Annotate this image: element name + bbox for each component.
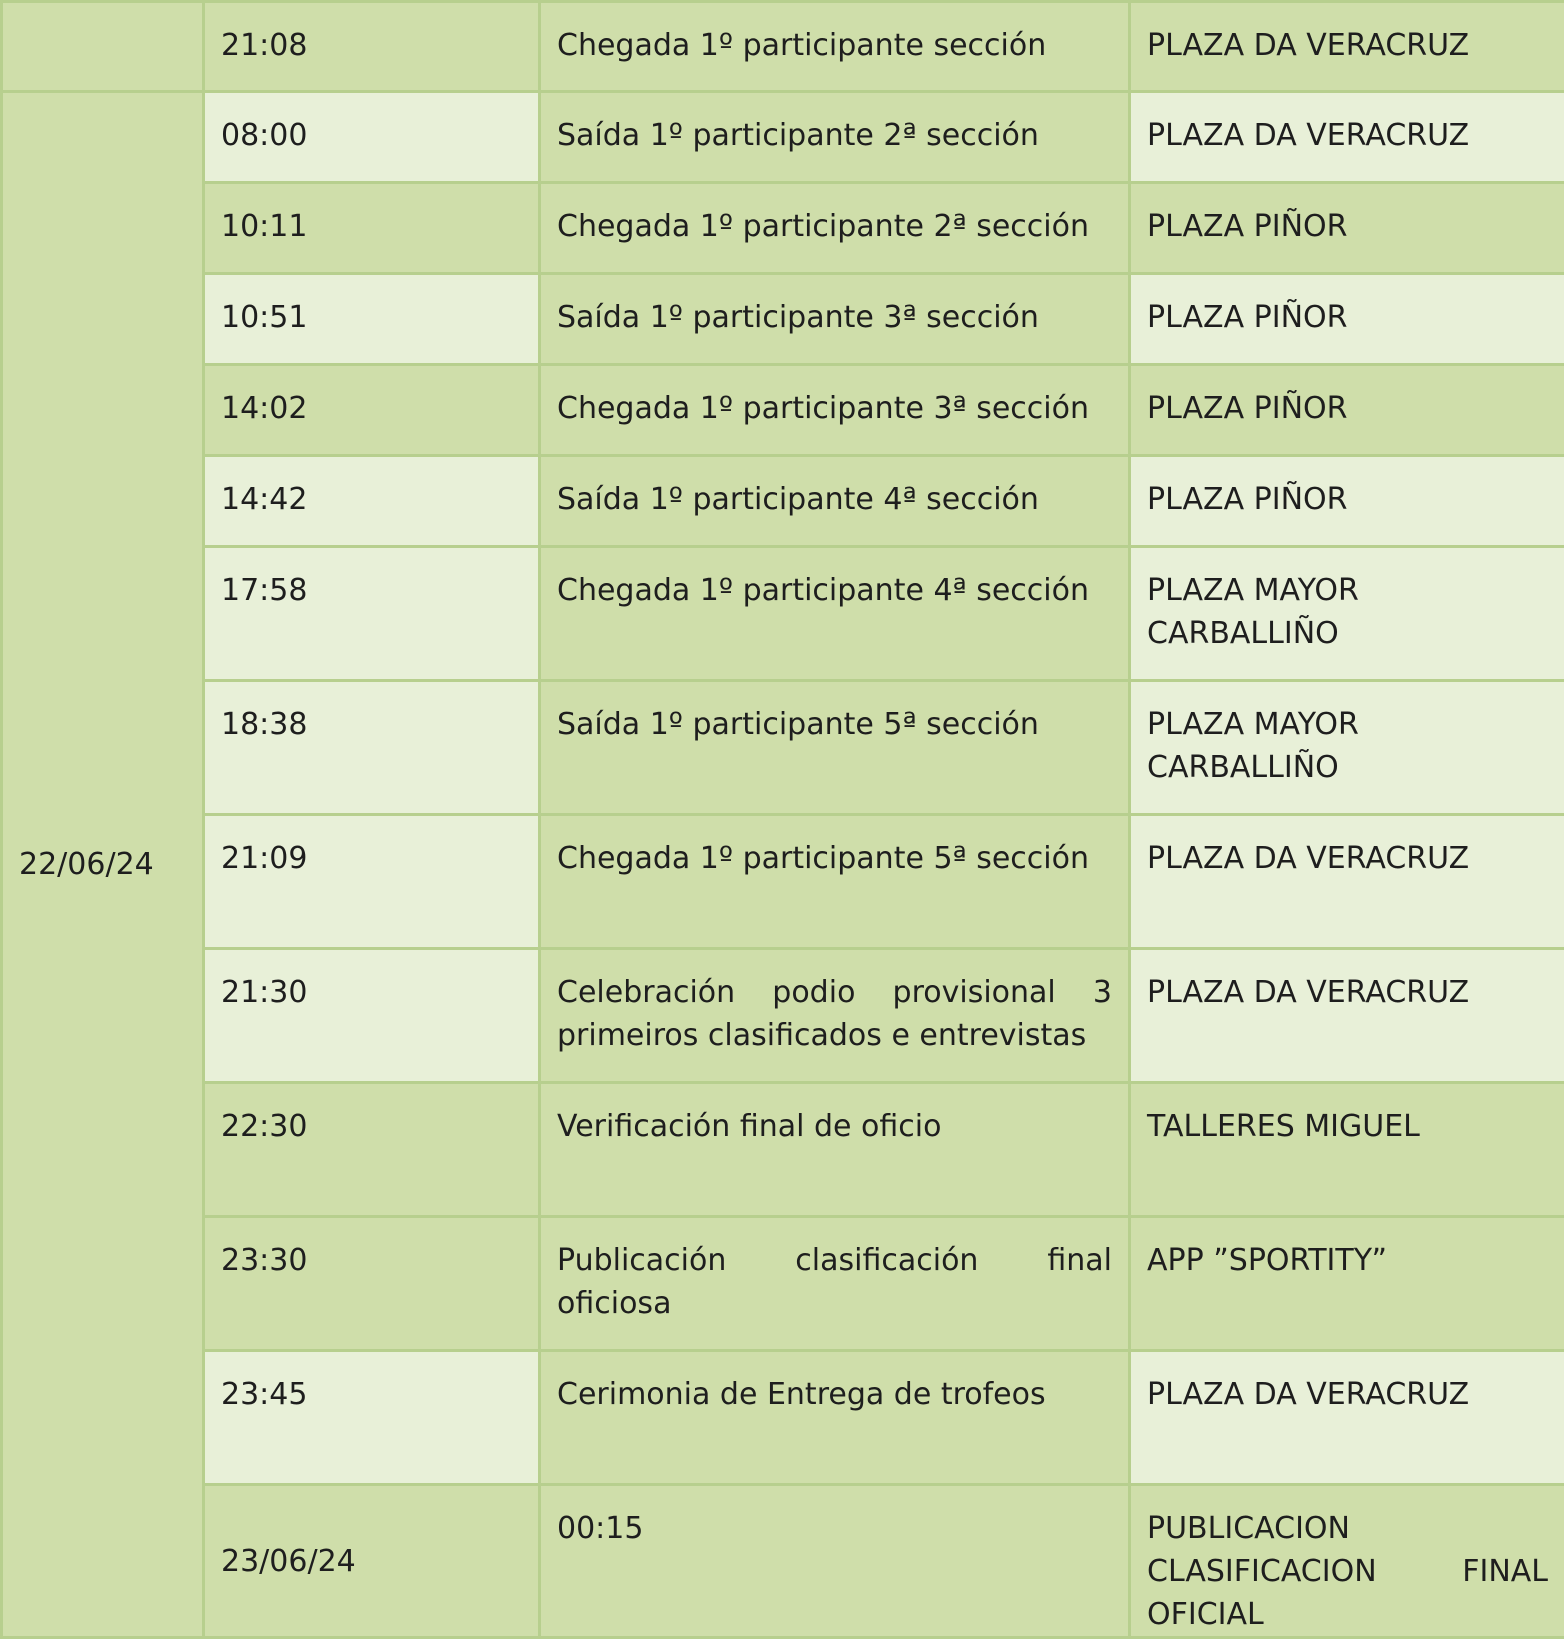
activity-cell: Chegada 1º participante 3ª sección [540, 365, 1130, 456]
date-cell [2, 2, 204, 92]
time-cell: 21:09 [204, 815, 540, 949]
place-cell: PLAZA PIÑOR [1130, 183, 1564, 274]
place-cell: TALLERES MIGUEL [1130, 1083, 1564, 1217]
place-cell: PLAZA DA VERACRUZ [1130, 92, 1564, 183]
table-row [2, 815, 1564, 949]
time-cell: 10:11 [204, 183, 540, 274]
place-cell: PLAZA DA VERACRUZ [1130, 815, 1564, 949]
activity-cell: Saída 1º participante 3ª sección [540, 274, 1130, 365]
place-cell: PLAZA DA VERACRUZ [1130, 2, 1564, 92]
place-cell: PLAZA MAYOR CARBALLIÑO [1130, 547, 1564, 681]
time-cell: 22:30 [204, 1083, 540, 1217]
activity-cell: PUBLICACION CLASIFICACION FINAL OFICIAL [1130, 1485, 1564, 1638]
table-row [2, 681, 1564, 815]
activity-cell: Chegada 1º participante 4ª sección [540, 547, 1130, 681]
time-cell: 23:30 [204, 1217, 540, 1351]
place-cell: PLAZA DA VERACRUZ [1130, 949, 1564, 1083]
place-cell: PLAZA DA VERACRUZ [1130, 1351, 1564, 1485]
activity-cell: Publicación clasificación final oficiosa [540, 1217, 1130, 1351]
place-cell: PLAZA MAYOR CARBALLIÑO [1130, 681, 1564, 815]
table-row [2, 92, 1564, 183]
time-cell: 14:42 [204, 456, 540, 547]
time-cell: 17:58 [204, 547, 540, 681]
place-cell: PLAZA PIÑOR [1130, 365, 1564, 456]
table-row [2, 949, 1564, 1083]
table-row [2, 2, 1564, 92]
time-cell: 23:45 [204, 1351, 540, 1485]
activity-cell: Celebración podio provisional 3 primeiros clasificados e entrevistas [540, 949, 1130, 1083]
activity-cell: Chegada 1º participante 5ª sección [540, 815, 1130, 949]
place-cell: PLAZA PIÑOR [1130, 456, 1564, 547]
activity-cell: Cerimonia de Entrega de trofeos [540, 1351, 1130, 1485]
table-row [2, 547, 1564, 681]
activity-cell: Chegada 1º participante 2ª sección [540, 183, 1130, 274]
table-row [2, 365, 1564, 456]
table-row [2, 1485, 1564, 1638]
activity-cell: Chegada 1º participante sección [540, 2, 1130, 92]
activity-cell: Verificación final de oficio [540, 1083, 1130, 1217]
table-row [2, 274, 1564, 365]
table-row [2, 1217, 1564, 1351]
place-cell: PLAZA PIÑOR [1130, 274, 1564, 365]
activity-cell: Saída 1º participante 2ª sección [540, 92, 1130, 183]
table-row [2, 183, 1564, 274]
table-row [2, 1083, 1564, 1217]
time-cell: 00:15 [540, 1485, 1130, 1638]
time-cell: 10:51 [204, 274, 540, 365]
place-cell: APP ”SPORTITY” [1130, 1217, 1564, 1351]
time-cell: 21:08 [204, 2, 540, 92]
activity-cell: Saída 1º participante 4ª sección [540, 456, 1130, 547]
time-cell: 08:00 [204, 92, 540, 183]
table-row [2, 456, 1564, 547]
time-cell: 14:02 [204, 365, 540, 456]
activity-cell: Saída 1º participante 5ª sección [540, 681, 1130, 815]
date-cell: 23/06/24 [204, 1485, 540, 1638]
time-cell: 21:30 [204, 949, 540, 1083]
table-row [2, 1351, 1564, 1485]
date-cell: 22/06/24 [2, 92, 204, 1638]
time-cell: 18:38 [204, 681, 540, 815]
